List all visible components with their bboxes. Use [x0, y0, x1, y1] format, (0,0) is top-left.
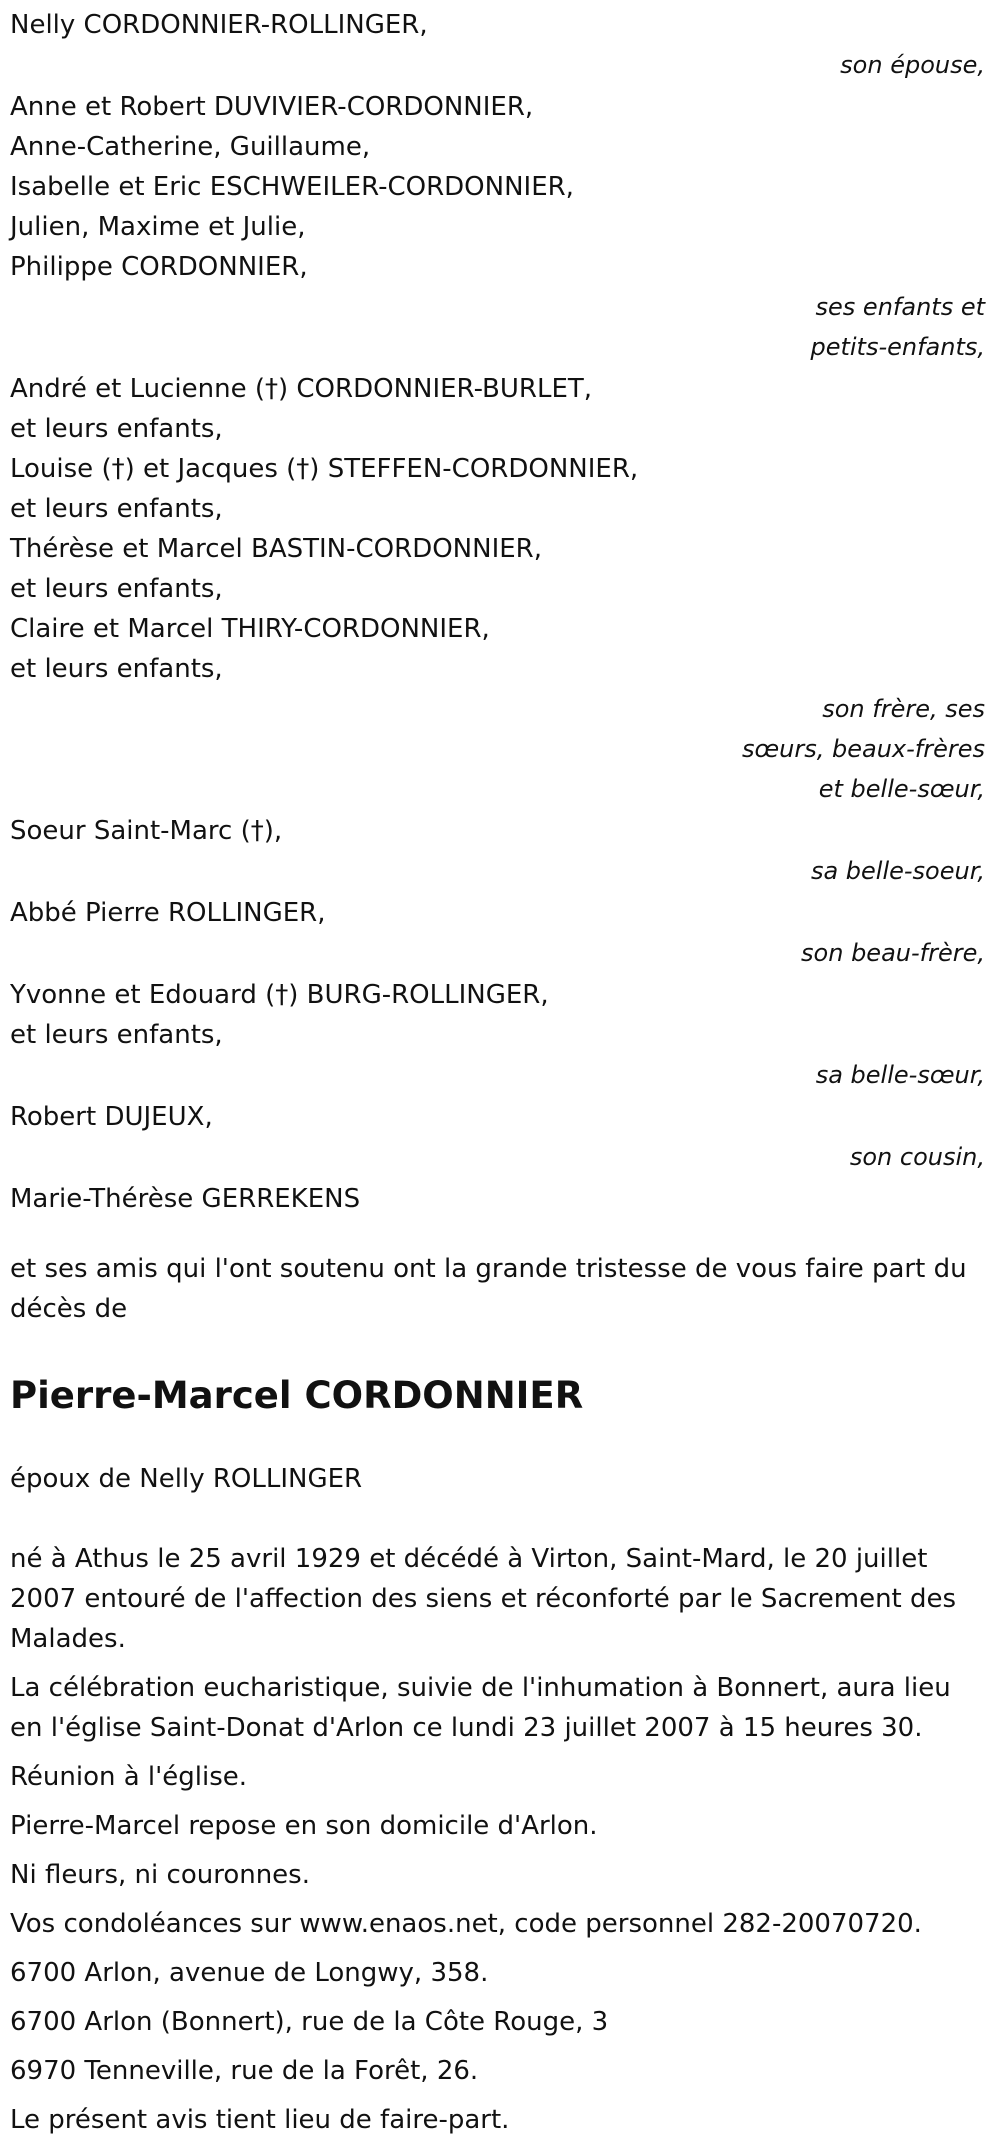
family-list: [10, 5, 985, 1219]
detail-paragraph: Ni fleurs, ni couronnes.: [10, 1860, 310, 1890]
relation-label: son épouse,: [840, 51, 985, 79]
details-paragraphs: [10, 1539, 985, 2140]
family-group: [10, 369, 985, 809]
family-name-line: Abbé Pierre ROLLINGER,: [10, 898, 326, 928]
spouse-line: époux de Nelly ROLLINGER: [10, 1464, 363, 1494]
family-name-line: Nelly CORDONNIER-ROLLINGER,: [10, 10, 428, 40]
detail-paragraph: Pierre-Marcel repose en son domicile d'Arlon.: [10, 1811, 598, 1841]
family-name-line: André et Lucienne (†) CORDONNIER-BURLET,: [10, 374, 593, 404]
family-name-line: et leurs enfants,: [10, 574, 223, 604]
detail-paragraph: La célébration eucharistique, suivie de l'inhumation à Bonnert, aura lieu en l'église Saint-Donat d'Arlon ce lundi 23 juillet 2007 à 15 heures 30.: [10, 1673, 951, 1743]
relation-label: et belle-sœur,: [818, 775, 985, 803]
detail-paragraph: 6700 Arlon, avenue de Longwy, 358.: [10, 1958, 489, 1988]
family-name-line: Philippe CORDONNIER,: [10, 252, 308, 282]
family-name-line: et leurs enfants,: [10, 494, 223, 524]
obituary-notice: [0, 5, 985, 2140]
family-name-line: et leurs enfants,: [10, 1020, 223, 1050]
family-group: [10, 87, 985, 367]
family-name-line: Louise (†) et Jacques (†) STEFFEN-CORDONNIER,: [10, 454, 639, 484]
relation-label: sa belle-sœur,: [815, 1061, 985, 1089]
family-name-line: Anne et Robert DUVIVIER-CORDONNIER,: [10, 92, 534, 122]
family-name-line: Robert DUJEUX,: [10, 1102, 213, 1132]
family-group: [10, 5, 985, 85]
relation-label: petits-enfants,: [810, 333, 985, 361]
detail-paragraph: 6700 Arlon (Bonnert), rue de la Côte Rouge, 3: [10, 2007, 609, 2037]
family-name-line: Marie-Thérèse GERREKENS: [10, 1184, 361, 1214]
family-group: [10, 1179, 985, 1219]
intro-text: et ses amis qui l'ont soutenu ont la grande tristesse de vous faire part du décès de: [10, 1254, 967, 1324]
detail-paragraph: 6970 Tenneville, rue de la Forêt, 26.: [10, 2056, 479, 2086]
detail-paragraph: Réunion à l'église.: [10, 1762, 248, 1792]
detail-paragraph: Le présent avis tient lieu de faire-part.: [10, 2105, 510, 2135]
family-name-line: Yvonne et Edouard (†) BURG-ROLLINGER,: [10, 980, 549, 1010]
relation-label: sa belle-soeur,: [810, 857, 985, 885]
relation-label: ses enfants et: [815, 293, 985, 321]
detail-paragraph: né à Athus le 25 avril 1929 et décédé à Virton, Saint-Mard, le 20 juillet 2007 entouré de l'affection des siens et réconforté par le Sacrement des Malades.: [10, 1544, 957, 1654]
family-name-line: Julien, Maxime et Julie,: [10, 212, 306, 242]
family-name-line: et leurs enfants,: [10, 414, 223, 444]
family-name-line: Isabelle et Eric ESCHWEILER-CORDONNIER,: [10, 172, 574, 202]
family-group: [10, 893, 985, 973]
relation-label: son cousin,: [849, 1143, 985, 1171]
family-name-line: Soeur Saint-Marc (†),: [10, 816, 283, 846]
family-name-line: Thérèse et Marcel BASTIN-CORDONNIER,: [10, 534, 542, 564]
deceased-name: Pierre-Marcel CORDONNIER: [10, 1374, 584, 1417]
family-group: [10, 811, 985, 891]
detail-paragraph: Vos condoléances sur www.enaos.net, code personnel 282-20070720.: [10, 1909, 922, 1939]
family-name-line: Anne-Catherine, Guillaume,: [10, 132, 371, 162]
family-group: [10, 1097, 985, 1177]
family-group: [10, 975, 985, 1095]
relation-label: sœurs, beaux-frères: [741, 735, 985, 763]
relation-label: son frère, ses: [822, 695, 985, 723]
relation-label: son beau-frère,: [801, 939, 985, 967]
family-name-line: Claire et Marcel THIRY-CORDONNIER,: [10, 614, 490, 644]
family-name-line: et leurs enfants,: [10, 654, 223, 684]
